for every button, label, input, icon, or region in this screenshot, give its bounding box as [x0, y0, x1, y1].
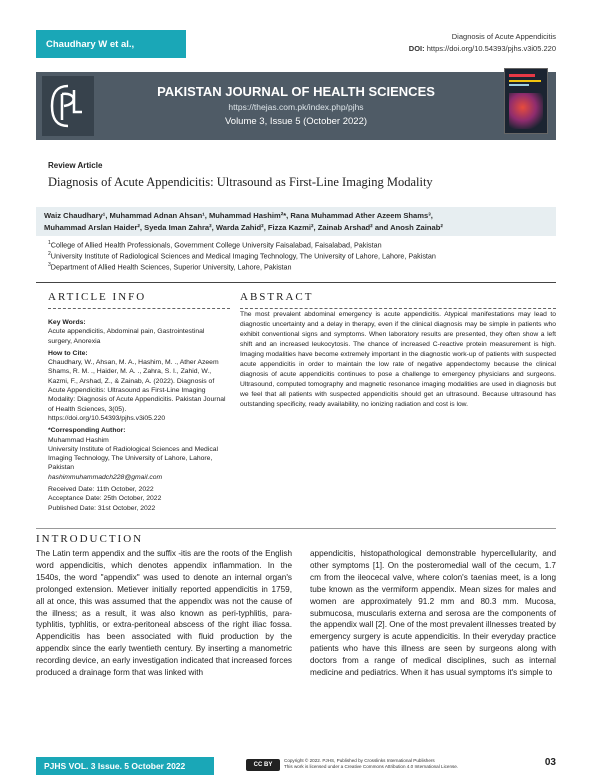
cite-label: How to Cite:: [48, 349, 88, 357]
affiliation: $^2$University Institute of Radiological Sciences and Medical Imaging Technology, The University of Lahore, Lahore, Pakistan: [48, 251, 436, 261]
article-info: [48, 318, 230, 513]
journal-volume: Volume 3, Issue 5 (October 2022): [224, 116, 368, 127]
intro-column-left: The Latin term appendix and the suffix -itis are the roots of the English word appendicitis, which denotes appendix inflammation. In the 1540s, the word "appendix" was used to denote an internal organ's prolonged extension. Metiever initially reported appendicitis in 1759, all at once, this was assumed that the appendix was not the cause of the illness; as a result, it was also known as peri-typhlitis, para-typhlitis, typhlitis, or extra-peritoneal abscess of the right iliac fossa. Appendicitis has been associated with fluid production by the appendix since the early twentieth century. By inserting a manometric recording device, an early investigation indicated that increased forces produced a drainage form that was linked with: [36, 549, 292, 678]
authors-box: [36, 207, 556, 236]
authors-list: [44, 210, 554, 233]
citation: Chaudhary, W., Ahsan, M. A., Hashim, M. ., Ather Azeem Shams, R. M. ., Haider, M. A. ., Zahra, S. I., Zahid, W., Kazmi, F., Arshad, Z., & Zainab, A. (2022). Diagnosis of Acute Appendicitis: Ultrasound as First-Line Imaging Modality: Diagnosis of Acute Appendicitis. Pakistan Journal of Health Sciences, 3(05). https://doi.org/10.54393/pjhs.v3i05.220: [48, 359, 226, 422]
article-info-heading: ARTICLE INFO: [48, 291, 147, 303]
article-title: Diagnosis of Acute Appendicitis: Ultrasound as First-Line Imaging Modality: [48, 175, 433, 189]
divider: [36, 282, 556, 283]
cc-license-icon[interactable]: CC BY: [246, 759, 280, 771]
intro-column-right: appendicitis, histopathological demonstrable hypercellularity, and other symptoms [1]. On the posteromedial wall of the cecum, 1.7 cm from the ileocecal valve, where colon's taenias meet, is a long tube known as the vermiform appendix. Mean sizes for males and women are approximately 91.2 mm and 80.3 mm. Mucosa, submucosa, muscularis externa and serosa are the components of the appendix wall [2]. One of the most prevalent illnesses treated by emergency surgery is acute appendicitis. In their everyday practice patients who have this illness are seen by surgeons along with doctors from a range of medical disciplines, such as internal medicine and pediatrics. When it has usual symptoms it's simple to: [310, 549, 556, 678]
received-date: Received Date: 11th October, 2022: [48, 486, 154, 494]
corresponding-label: *Corresponding Author:: [48, 427, 126, 435]
keywords-label: Key Words:: [48, 319, 86, 326]
article-type: Review Article: [48, 161, 103, 170]
running-author-tab: [36, 30, 186, 58]
divider: [48, 308, 230, 309]
corresponding-name: Muhammad Hashim: [48, 436, 109, 444]
running-header: [409, 31, 556, 55]
running-author: Chaudhary W et al.,: [46, 39, 135, 50]
footer-copyright: [284, 758, 458, 770]
page-number: 03: [544, 757, 556, 768]
affiliation: $^1$College of Allied Health Professionals, Government College University Faisalabad, Faisalabad, Pakistan: [48, 240, 382, 250]
published-date: Published Date: 31st October, 2022: [48, 504, 156, 512]
authors-line: Muhammad Arslan Haider², Syeda Iman Zahra², Warda Zahid², Fizza Kazmi², Zainab Arshad² and Anosh Zainab²: [44, 222, 443, 232]
footer-journal-label: PJHS VOL. 3 Issue. 5 October 2022: [36, 757, 214, 775]
divider: [240, 308, 556, 309]
abstract-heading: ABSTRACT: [240, 291, 314, 303]
copyright-line: Copyright © 2022. PJHS, Published by Crosslinks International Publishers: [284, 758, 435, 763]
journal-banner: [36, 72, 556, 140]
doi-link[interactable]: https://doi.org/10.54393/pjhs.v3i05.220: [426, 44, 556, 53]
doi-line: [409, 43, 556, 55]
affiliation: $^3$Department of Allied Health Sciences, Superior University, Lahore, Pakistan: [48, 262, 292, 272]
introduction-heading: INTRODUCTION: [36, 533, 144, 545]
corresponding-email[interactable]: hashimmuhammadch228@gmail.com: [48, 473, 163, 481]
corresponding-affiliation: University Institute of Radiological Sciences and Medical Imaging Technology, The University of Lahore, Lahore, Pakistan: [48, 445, 219, 472]
running-title: Diagnosis of Acute Appendicitis: [451, 32, 556, 41]
accepted-date: Acceptance Date: 25th October, 2022: [48, 495, 162, 503]
license-line[interactable]: This work is licensed under a Creative Commons Attribution 4.0 International License.: [284, 764, 459, 769]
journal-name: PAKISTAN JOURNAL OF HEALTH SCIENCES: [157, 84, 435, 99]
journal-url[interactable]: https://thejas.com.pk/index.php/pjhs: [228, 102, 364, 112]
journal-cover-thumbnail: [504, 68, 548, 134]
doi-label: DOI:: [408, 44, 425, 53]
keywords: Acute appendicitis, Abdominal pain, Gastrointestinal surgery, Anorexia: [48, 328, 205, 345]
abstract-text: The most prevalent abdominal emergency is acute appendicitis. Atypical manifestations may lead to diagnostic uncertainty and a delay in therapy, even if the clinical diagnosis may be simple in patients who exhibit conventional signs and symptoms. When laboratory results are presented, they often show a left shift and an increased leukocytosis. The chance of increased C-reactive protein measurement is high. Imaging modalities have become extremely important in the diagnostic work-up of patients with suspected acute appendicitis in order to maintain the low rate of negative appendectomy because the clinical diagnosis of acute appendicitis continues to pose a challenge to emergency physicians and surgeons. Ultrasound, computed tomography and magnetic resonance imaging modalities are used in diagnosis but we feel that all patients with suspected appendicitis should get an ultrasound. Because ultrasound has outstanding specificity, ready availability, no ionizing radiation and cost is low.: [240, 311, 556, 408]
divider: [36, 528, 556, 529]
authors-line: Waiz Chaudhary¹, Muhammad Adnan Ahsan¹, Muhammad Hashim²*, Rana Muhammad Ather Azeem Shams³,: [44, 211, 433, 220]
